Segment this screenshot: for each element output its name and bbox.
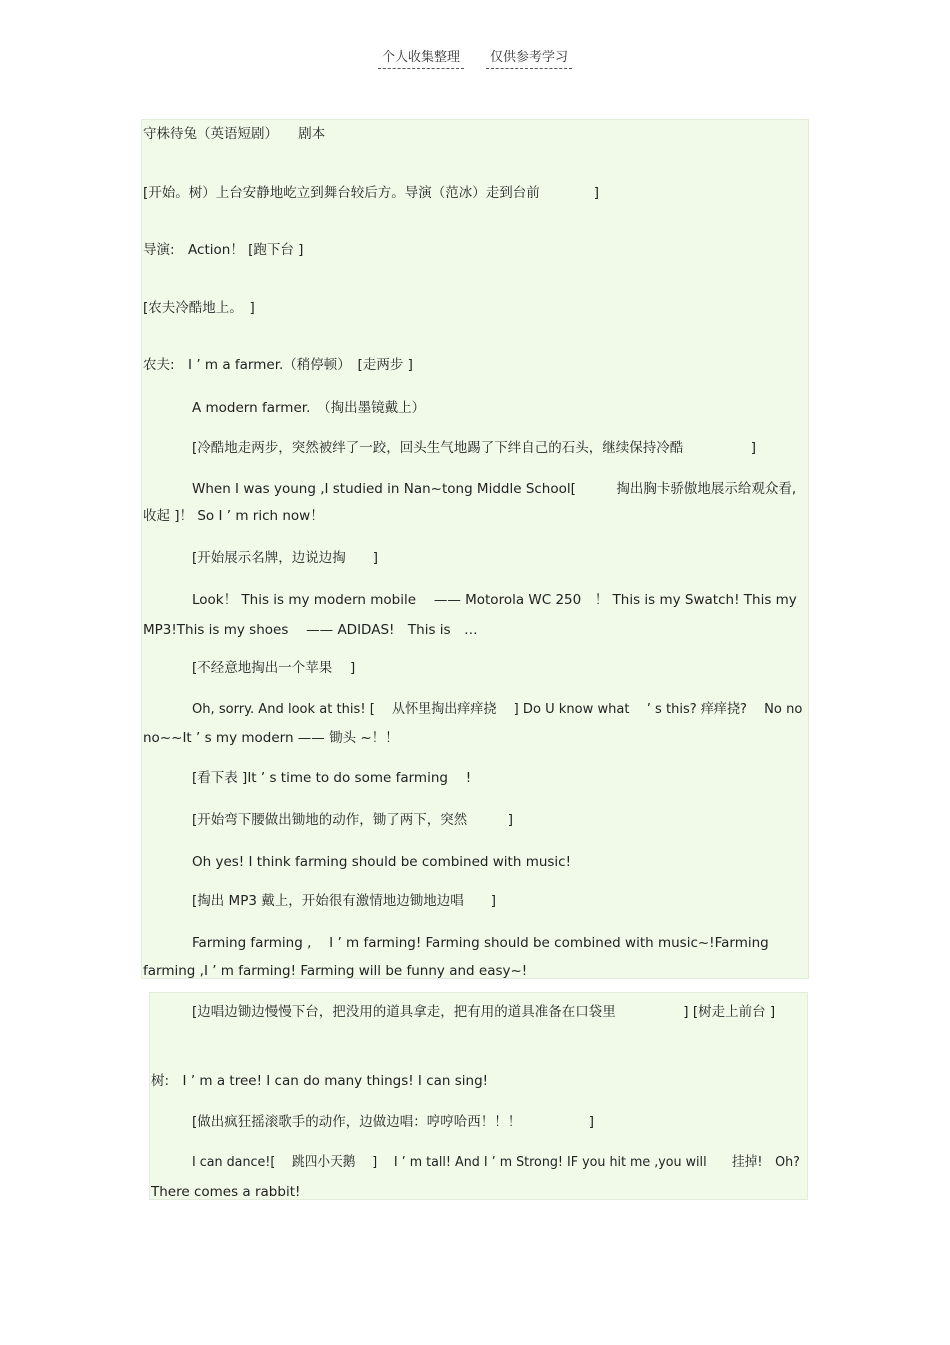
dialogue-line: When I was young ,I studied in Nan~tong Middle School[ 掏出胸卡骄傲地展示给观众看, (192, 481, 797, 497)
dialogue-line: MP3!This is my shoes —— ADIDAS! This is … (143, 622, 478, 638)
dialogue-line: farming ,I ’ m farming! Farming will be funny and easy~! (143, 963, 528, 979)
dialogue-line: [看下表 ]It ’ s time to do some farming ! (192, 770, 472, 786)
dialogue-line: no~~It ’ s my modern —— 锄头 ~！！ (143, 730, 399, 746)
stage-direction: [不经意地掏出一个苹果 ] (192, 660, 356, 676)
header-right-text: 仅供参考学习 (486, 46, 572, 69)
stage-direction: [冷酷地走两步，突然被绊了一跤，回头生气地踢了下绊自己的石头，继续保持冷酷 ] (192, 440, 757, 456)
dialogue-line: 农夫: I ’ m a farmer.（稍停顿） [走两步 ] (143, 357, 413, 373)
dialogue-line: A modern farmer. （掏出墨镜戴上） (192, 400, 426, 416)
script-title: 守株待兔（英语短剧） 剧本 (143, 126, 326, 142)
stage-direction: [掏出 MP3 戴上，开始很有激情地边锄地边唱 ] (192, 893, 496, 909)
stage-direction: [做出疯狂摇滚歌手的动作，边做边唱：哼哼哈西！！！ ] (192, 1114, 595, 1130)
dialogue-line: 收起 ]！ So I ’ m rich now！ (143, 508, 324, 524)
dialogue-line: 导演: Action！ [跑下台 ] (143, 242, 304, 258)
stage-direction: [边唱边锄边慢慢下台，把没用的道具拿走，把有用的道具准备在口袋里 ] [树走上前台 ] (192, 1004, 776, 1020)
stage-direction: [开始展示名牌，边说边掏 ] (192, 550, 379, 566)
dialogue-line: Farming farming , I ’ m farming! Farming should be combined with music~!Farming (192, 935, 769, 951)
dialogue-line: I can dance![ 跳四小天鹅 ] I ’ m tall! And I ’ m Strong! IF you hit me ,you will 挂掉! Oh? (192, 1154, 800, 1170)
stage-direction: [开始弯下腰做出锄地的动作，锄了两下，突然 ] (192, 812, 514, 828)
dialogue-line: Oh, sorry. And look at this! [ 从怀里掏出痒痒挠 ] Do U know what ’ s this? 痒痒挠? No no (192, 701, 803, 717)
page-header (0, 46, 950, 69)
dialogue-line: Look！ This is my modern mobile —— Motorola WC 250 ！ This is my Swatch! This my (192, 592, 797, 608)
dialogue-line: Oh yes! I think farming should be combined with music! (192, 854, 572, 870)
dialogue-line: 树: I ’ m a tree! I can do many things! I can sing! (151, 1073, 489, 1089)
header-left-text: 个人收集整理 (378, 46, 464, 69)
stage-direction: [农夫冷酷地上。 ] (143, 300, 255, 316)
stage-direction: [开始。树）上台安静地屹立到舞台较后方。导演（范冰）走到台前 ] (143, 185, 600, 201)
dialogue-line: There comes a rabbit! (151, 1184, 301, 1200)
